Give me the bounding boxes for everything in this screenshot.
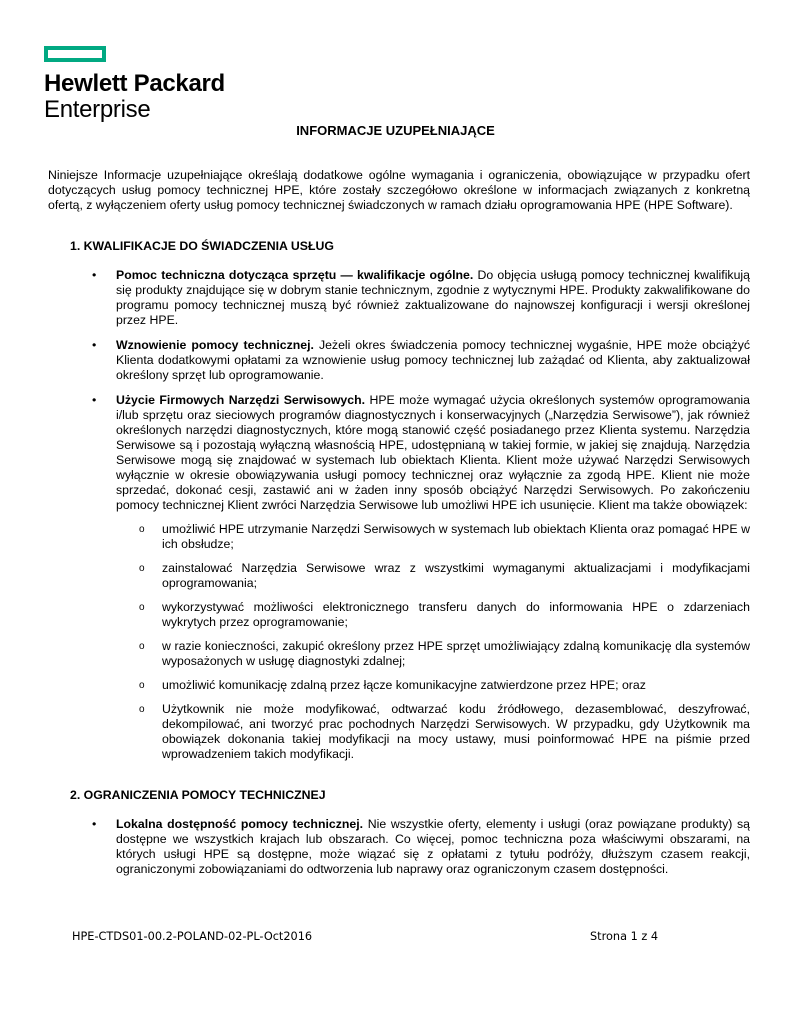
section-1-list bbox=[48, 268, 750, 762]
hpe-logo bbox=[44, 46, 225, 123]
sub-bullet-icon: o bbox=[139, 704, 145, 715]
item-text: Do objęcia usługą pomocy technicznej kwalifikują się produkty znajdujące się w dobrym stanie technicznym, zgodnie z wytycznymi HPE. Produkty zakwalifikowane do programu pomocy technicznej muszą być również zaktualizowane do najnowszej konfiguracji i wersji określonej przez HPE. bbox=[116, 268, 750, 327]
item-text: Nie wszystkie oferty, elementy i usługi (oraz powiązane produkty) są dostępne we wszystkich krajach lub obszarach. Co więcej, pomoc techniczna poza właściwymi obszarami, na których usługi HPE są dostępne, może wiązać się z opłatami z tytułu podróży, dłuższym czasem reakcji, ograniczonymi zobowiązaniami do odtworzenia lub naprawy oraz ograniczonym czasem dostępności. bbox=[116, 817, 750, 876]
bullet-icon: • bbox=[92, 338, 97, 352]
sub-bullet-icon: o bbox=[139, 680, 145, 691]
page-title: INFORMACJE UZUPEŁNIAJĄCE bbox=[296, 123, 495, 138]
item-text: HPE może wymagać użycia określonych systemów oprogramowania i/lub sprzętu oraz sieciowych programów diagnostycznych i konserwacyjnych („Narzędzia Serwisowe”), jak również określonych narzędzi diagnostycznych, które mogą stanowić część posiadanego przez Klienta systemu. Narzędzia Serwisowe są i pozostają wyłączną własnością HPE, udostępnianą w takiej formie, w jakiej się znajdują. Narzędzia Serwisowe mogą się znajdować w systemach lub obiektach Klienta. Klient może używać Narzędzi Serwisowych wyłącznie w okresie obowiązywania usługi pomocy technicznej oraz wyłącznie za zgodą HPE. Klient nie może sprzedać, dokonać cesji, zastawić ani w żaden inny sposób obciążyć Narzędzi Serwisowych. Po zakończeniu pomocy technicznej Klient zwróci Narzędzia Serwisowe lub umożliwi HPE ich usunięcie. Klient ma także obowiązek: bbox=[116, 393, 750, 512]
section-2-list bbox=[48, 817, 750, 877]
list-item bbox=[48, 817, 750, 877]
sub-list-item: o zainstalować Narzędzia Serwisowe wraz z wszystkimi wymaganymi aktualizacjami i modyfikacjami oprogramowania; bbox=[139, 561, 750, 590]
sub-bullet-icon: o bbox=[139, 602, 145, 613]
bullet-icon: • bbox=[92, 817, 97, 831]
logo-line-2: Enterprise bbox=[44, 96, 151, 123]
list-item bbox=[48, 393, 750, 762]
sub-list-item: o umożliwić komunikację zdalną przez łącze komunikacyjne zatwierdzone przez HPE; oraz bbox=[139, 678, 646, 692]
list-item bbox=[48, 338, 750, 383]
bullet-icon: • bbox=[92, 268, 97, 282]
list-item bbox=[48, 268, 750, 328]
intro-paragraph: Niniejsze Informacje uzupełniające określają dodatkowe ogólne wymagania i ograniczenia, obowiązujące w przypadku ofert dotyczących usług pomocy technicznej HPE, które zostały szczegółowo określone w informacjach związanych z konkretną ofertą, z wyłączeniem oferty usług pomocy technicznej świadczonych w ramach działu oprogramowania HPE (HPE Software). bbox=[48, 168, 750, 212]
item-title: Pomoc techniczna dotycząca sprzętu — kwalifikacje ogólne. bbox=[116, 268, 474, 282]
sub-bullet-icon: o bbox=[139, 641, 145, 652]
section-1-heading: 1. KWALIFIKACJE DO ŚWIADCZENIA USŁUG bbox=[70, 239, 334, 253]
sub-list-item: o Użytkownik nie może modyfikować, odtwarzać kodu źródłowego, dezasemblować, deszyfrować, dekompilować, ani tworzyć prac pochodnych Narzędzi Serwisowych. W przypadku, gdy Użytkownik ma obowiązek dokonania takiej modyfikacji na mocy ustawy, musi poinformować HPE na piśmie przed wprowadzeniem takich modyfikacji. bbox=[139, 702, 750, 761]
item-text: Jeżeli okres świadczenia pomocy technicznej wygaśnie, HPE może obciążyć Klienta dodatkowymi opłatami za wznowienie usług pomocy technicznej lub zażądać od Klienta, aby zaktualizował określony sprzęt lub oprogramowanie. bbox=[116, 338, 750, 382]
footer-page-number: Strona 1 z 4 bbox=[590, 930, 659, 943]
item-title: Lokalna dostępność pomocy technicznej. bbox=[116, 817, 364, 831]
footer-doc-id: HPE-CTDS01-00.2-POLAND-02-PL-Oct2016 bbox=[72, 930, 313, 943]
document-body bbox=[48, 168, 750, 887]
logo-bar-icon bbox=[44, 46, 106, 62]
sub-bullet-icon: o bbox=[139, 563, 145, 574]
bullet-icon: • bbox=[92, 393, 97, 407]
sub-list-item: o umożliwić HPE utrzymanie Narzędzi Serwisowych w systemach lub obiektach Klienta oraz pomagać HPE w ich obsłudze; bbox=[139, 522, 750, 551]
logo-line-1: Hewlett Packard bbox=[44, 70, 225, 97]
item-title: Użycie Firmowych Narzędzi Serwisowych. bbox=[116, 393, 366, 407]
sub-bullet-icon: o bbox=[139, 524, 145, 535]
section-2-heading: 2. OGRANICZENIA POMOCY TECHNICZNEJ bbox=[70, 788, 326, 802]
sub-list-item: o wykorzystywać możliwości elektronicznego transferu danych do informowania HPE o zdarzeniach wykrytych przez oprogramowanie; bbox=[139, 600, 750, 629]
sub-list-item: o w razie konieczności, zakupić określony przez HPE sprzęt umożliwiający zdalną komunikację dla systemów wyposażonych w usługę diagnostyki zdalnej; bbox=[139, 639, 750, 668]
item-title: Wznowienie pomocy technicznej. bbox=[116, 338, 314, 352]
sub-list bbox=[116, 522, 750, 762]
